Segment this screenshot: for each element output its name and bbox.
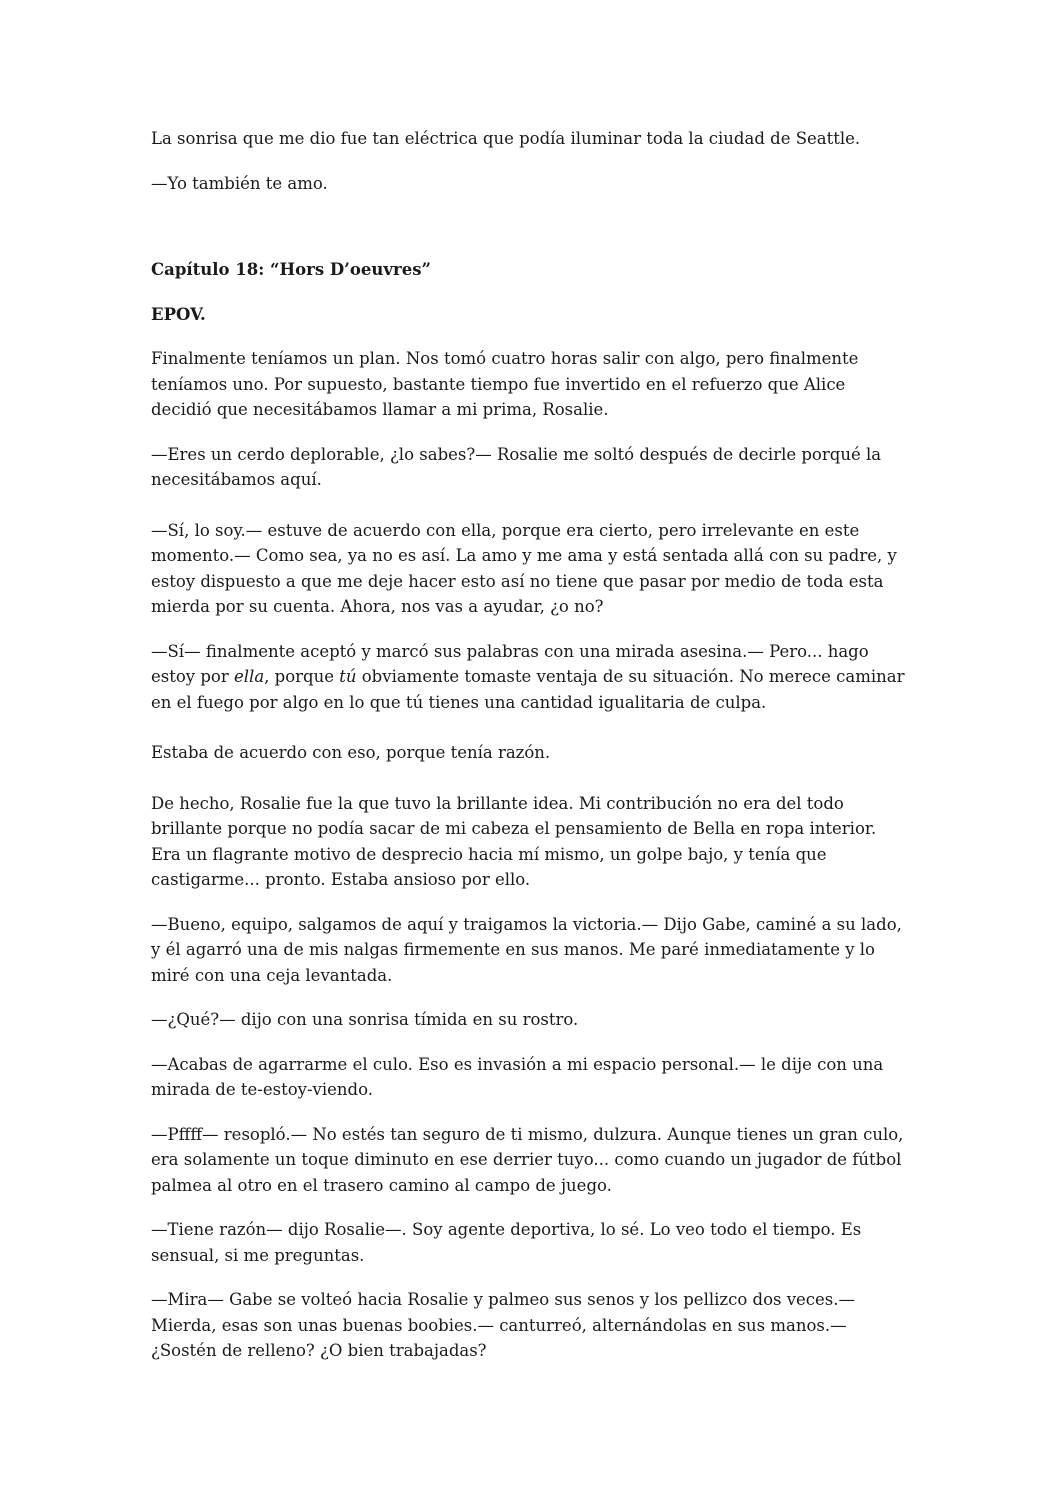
paragraph: —Tiene razón— dijo Rosalie—. Soy agente deportiva, lo sé. Lo veo todo el tiempo. Es sensual, si me preguntas. [151,1220,862,1265]
paragraph: —Bueno, equipo, salgamos de aquí y traigamos la victoria.— Dijo Gabe, caminé a su lado, y él agarró una de mis nalgas firmemente en sus manos. Me paré inmediatamente y lo miré con una ceja levantada. [151,914,902,985]
opening-dialogue: —Yo también te amo. [151,173,328,193]
paragraph-text: —Sí— finalmente aceptó y marcó sus palabras con una mirada asesina.— Pero... hago estoy por [151,641,869,686]
paragraph: —Acabas de agarrarme el culo. Eso es invasión a mi espacio personal.— le dije con una mirada de te-estoy-viendo. [151,1054,884,1099]
opening-paragraph: La sonrisa que me dio fue tan eléctrica que podía iluminar toda la ciudad de Seattle. [151,129,861,148]
paragraph: Estaba de acuerdo con eso, porque tenía razón. [151,743,551,762]
paragraph: Finalmente teníamos un plan. Nos tomó cuatro horas salir con algo, pero finalmente teníamos uno. Por supuesto, bastante tiempo fue invertido en el refuerzo que Alice decidió que necesitábamos llamar a mi prima, Rosalie. [151,349,859,419]
paragraph: —¿Qué?— dijo con una sonrisa tímida en su rostro. [151,1010,579,1029]
paragraph-text: , porque [264,667,340,686]
emphasis-text: tú [339,667,357,686]
chapter-title: Capítulo 18: “Hors D’oeuvres” [151,260,431,279]
paragraph: —Mira— Gabe se volteó hacia Rosalie y palmeo sus senos y los pellizco dos veces.— Mierda, esas son unas buenas boobies.— canturreó, alternándolas en sus manos.— ¿Sostén de relleno? ¿O bien trabajadas? [151,1290,856,1360]
emphasis-text: ella [234,667,265,686]
paragraph: —Sí, lo soy.— estuve de acuerdo con ella, porque era cierto, pero irrelevante en este momento.— Como sea, ya no es así. La amo y me ama y está sentada allá con su padre, y estoy dispuesto a que me deje hacer esto así no tiene que pasar por medio de toda esta mierda por su cuenta. Ahora, nos vas a ayudar, ¿o no? [151,520,897,616]
pov-label: EPOV. [151,304,206,324]
document-body [151,126,911,1364]
paragraph-text: obviamente tomaste ventaja de su situación. No merece caminar en el fuego por algo en lo que tú tienes una cantidad igualitaria de culpa. [151,667,905,712]
paragraph: De hecho, Rosalie fue la que tuvo la brillante idea. Mi contribución no era del todo brillante porque no podía sacar de mi cabeza el pensamiento de Bella en ropa interior. Era un flagrante motivo de desprecio hacia mí mismo, un golpe bajo, y tenía que castigarme... pronto. Estaba ansioso por ello. [151,793,877,889]
paragraph: —Pffff— resopló.— No estés tan seguro de ti mismo, dulzura. Aunque tienes un gran culo, era solamente un toque diminuto en ese derrier tuyo... como cuando un jugador de fútbol palmea al otro en el trasero camino al campo de juego. [151,1124,904,1195]
paragraph: —Eres un cerdo deplorable, ¿lo sabes?— Rosalie me soltó después de decirle porqué la necesitábamos aquí. [151,444,882,489]
paragraph [151,639,911,716]
